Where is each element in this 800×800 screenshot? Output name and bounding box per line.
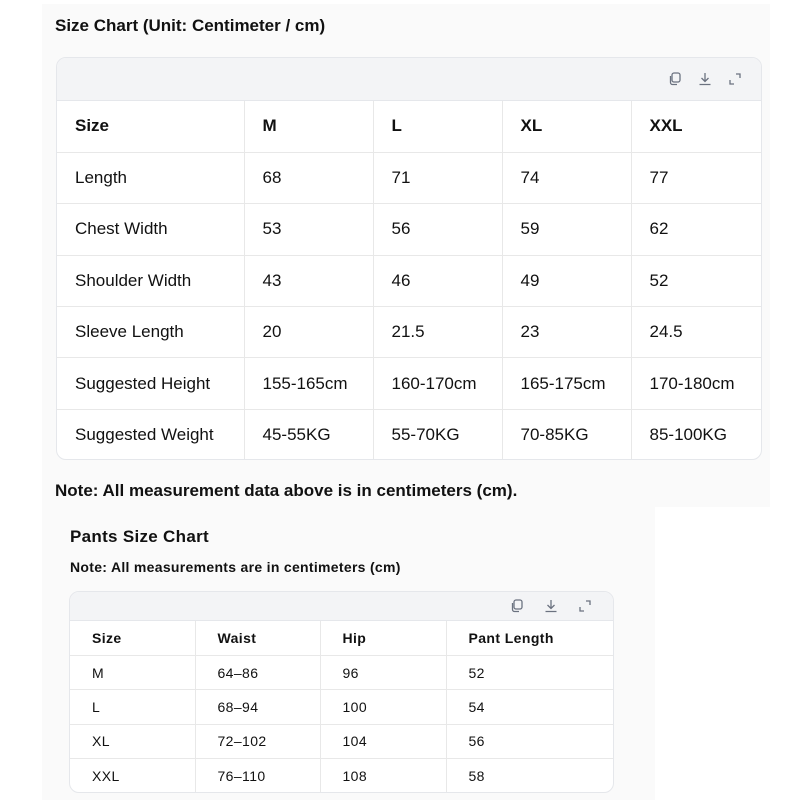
table-cell: 108 [320, 759, 446, 793]
table-cell: 54 [446, 690, 613, 724]
table-cell: 96 [320, 655, 446, 689]
table-cell: Sleeve Length [57, 307, 244, 358]
table-cell: 23 [502, 307, 631, 358]
table-cell: 72–102 [195, 724, 320, 758]
table-header-row [70, 621, 613, 655]
pants-table-toolbar [70, 592, 613, 621]
table-cell: 20 [244, 307, 373, 358]
column-header: Size [70, 621, 195, 655]
table-header-row [57, 101, 761, 152]
pants-chart-title: Pants Size Chart [70, 527, 209, 546]
table-row [70, 655, 613, 689]
table-cell: 49 [502, 255, 631, 306]
shirt-table-card [56, 57, 762, 460]
table-cell: 55-70KG [373, 409, 502, 460]
table-cell: XXL [70, 759, 195, 793]
table-cell: 68–94 [195, 690, 320, 724]
table-row [57, 204, 761, 255]
table-row [57, 358, 761, 409]
expand-icon[interactable] [577, 598, 593, 614]
shirt-chart-note: Note: All measurement data above is in centimeters (cm). [55, 481, 518, 500]
shirt-table-toolbar [57, 58, 761, 101]
table-cell: Shoulder Width [57, 255, 244, 306]
column-header: L [373, 101, 502, 152]
table-cell: 104 [320, 724, 446, 758]
table-cell: 155-165cm [244, 358, 373, 409]
table-row [70, 690, 613, 724]
table-cell: 64–86 [195, 655, 320, 689]
pants-size-table [70, 621, 613, 793]
column-header: Waist [195, 621, 320, 655]
table-cell: 76–110 [195, 759, 320, 793]
table-cell: 160-170cm [373, 358, 502, 409]
table-row [57, 307, 761, 358]
shirt-size-table [57, 101, 761, 460]
table-cell: 85-100KG [649, 425, 727, 445]
table-cell: Chest Width [57, 204, 244, 255]
table-cell: 100 [320, 690, 446, 724]
column-header: M [244, 101, 373, 152]
table-cell: 21.5 [373, 307, 502, 358]
table-row [70, 724, 613, 758]
copy-icon[interactable] [667, 71, 683, 87]
table-cell: Suggested Height [57, 358, 244, 409]
copy-icon[interactable] [509, 598, 525, 614]
table-cell: 52 [446, 655, 613, 689]
download-icon[interactable] [543, 598, 559, 614]
table-row [57, 255, 761, 306]
table-cell: 46 [373, 255, 502, 306]
column-header: Hip [320, 621, 446, 655]
pants-chart-note: Note: All measurements are in centimeters (cm) [70, 559, 401, 575]
column-header: XXL [631, 101, 761, 152]
table-cell: 170-180cm [631, 358, 761, 409]
table-cell: 71 [373, 152, 502, 203]
table-cell: 70-85KG [502, 409, 631, 460]
table-cell: Length [57, 152, 244, 203]
column-header: XL [502, 101, 631, 152]
table-cell: 165-175cm [502, 358, 631, 409]
table-cell: 53 [244, 204, 373, 255]
column-header: Size [57, 101, 244, 152]
pants-size-section [42, 507, 655, 800]
table-cell: 77 [631, 152, 761, 203]
table-cell: 62 [631, 204, 761, 255]
table-row [70, 759, 613, 793]
table-cell: 58 [468, 768, 485, 784]
table-cell: 52 [631, 255, 761, 306]
shirt-size-section [42, 4, 770, 507]
expand-icon[interactable] [727, 71, 743, 87]
table-cell: L [70, 690, 195, 724]
pants-table-card [69, 591, 614, 793]
table-cell: 45-55KG [244, 409, 373, 460]
table-cell: Suggested Weight [57, 409, 244, 460]
table-cell: 56 [373, 204, 502, 255]
table-cell: 24.5 [631, 307, 761, 358]
download-icon[interactable] [697, 71, 713, 87]
table-cell: 59 [502, 204, 631, 255]
table-row [57, 152, 761, 203]
table-cell: XL [70, 724, 195, 758]
table-row [57, 409, 761, 460]
column-header: Pant Length [446, 621, 613, 655]
table-cell: 43 [244, 255, 373, 306]
shirt-chart-title: Size Chart (Unit: Centimeter / cm) [55, 16, 326, 35]
table-cell: 74 [502, 152, 631, 203]
table-cell: M [70, 655, 195, 689]
table-cell: 56 [446, 724, 613, 758]
table-cell: 68 [244, 152, 373, 203]
